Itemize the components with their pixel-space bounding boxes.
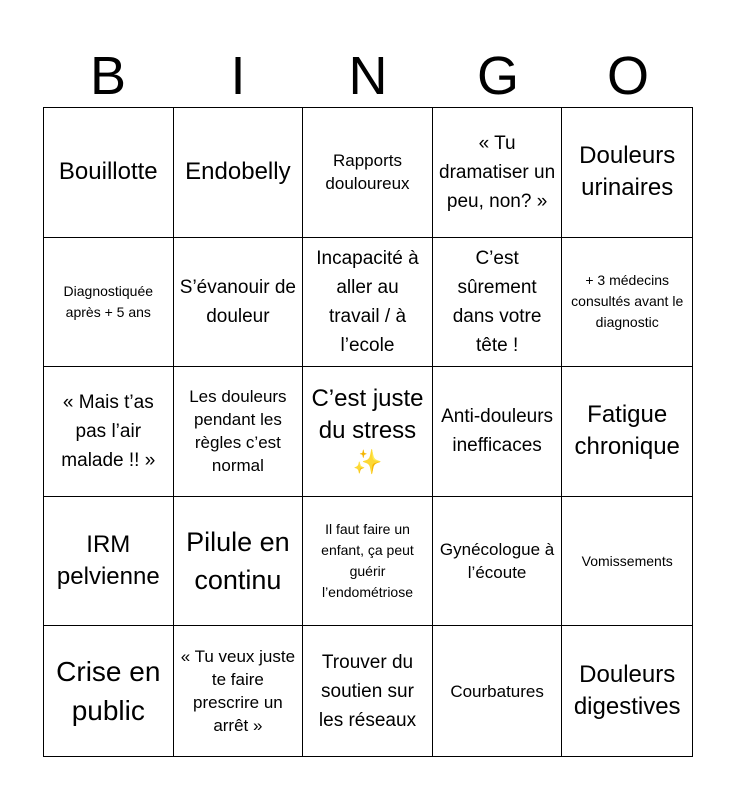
header-letter-b: B — [89, 46, 127, 106]
bingo-cell[interactable]: Anti-douleurs inefficaces — [433, 367, 563, 497]
bingo-cell[interactable]: Bouillotte — [44, 108, 174, 238]
header-letter-i: I — [230, 46, 246, 106]
bingo-cell[interactable]: Incapacité à aller au travail / à l’ecole — [303, 238, 433, 368]
bingo-cell[interactable]: Gynécologue à l’écoute — [433, 497, 563, 627]
bingo-cell[interactable]: « Mais t’as pas l’air malade !! » — [44, 367, 174, 497]
header-letter-g: G — [476, 46, 519, 106]
bingo-cell[interactable]: Vomissements — [562, 497, 692, 627]
header-letter-n: N — [348, 46, 388, 106]
bingo-cell[interactable]: Il faut faire un enfant, ça peut guérir l’endométriose — [303, 497, 433, 627]
bingo-cell[interactable]: S’évanouir de douleur — [174, 238, 304, 368]
bingo-cell[interactable]: « Tu dramatiser un peu, non? » — [433, 108, 563, 238]
bingo-cell[interactable]: Courbatures — [433, 626, 563, 756]
bingo-cell[interactable]: Douleurs digestives — [573, 661, 681, 721]
header-letter-o: O — [606, 46, 649, 106]
bingo-cell[interactable]: Rapports douloureux — [303, 108, 433, 238]
bingo-cell[interactable]: C’est juste du stress ✨ — [303, 367, 433, 497]
bingo-cell[interactable]: Endobelly — [174, 108, 304, 238]
bingo-cell[interactable]: Douleurs urinaires — [562, 108, 692, 238]
bingo-cell[interactable]: + 3 médecins consultés avant le diagnostic — [562, 238, 692, 368]
bingo-cell[interactable]: « Tu veux juste te faire prescrire un arrêt » — [174, 626, 304, 756]
bingo-cell[interactable]: IRM pelvienne — [44, 497, 174, 627]
bingo-header — [43, 44, 693, 108]
bingo-cell[interactable]: Fatigue chronique — [562, 367, 692, 497]
bingo-cell[interactable]: Trouver du soutien sur les réseaux — [303, 626, 433, 756]
bingo-grid — [43, 107, 693, 757]
bingo-cell[interactable]: Pilule en continu — [174, 497, 304, 627]
bingo-cell[interactable]: C’est sûrement dans votre tête ! — [433, 238, 563, 368]
bingo-cell[interactable]: Diagnostiquée après + 5 ans — [44, 238, 174, 368]
bingo-cell[interactable]: Les douleurs pendant les règles c’est normal — [174, 367, 304, 497]
bingo-cell[interactable]: Crise en public — [44, 626, 174, 756]
